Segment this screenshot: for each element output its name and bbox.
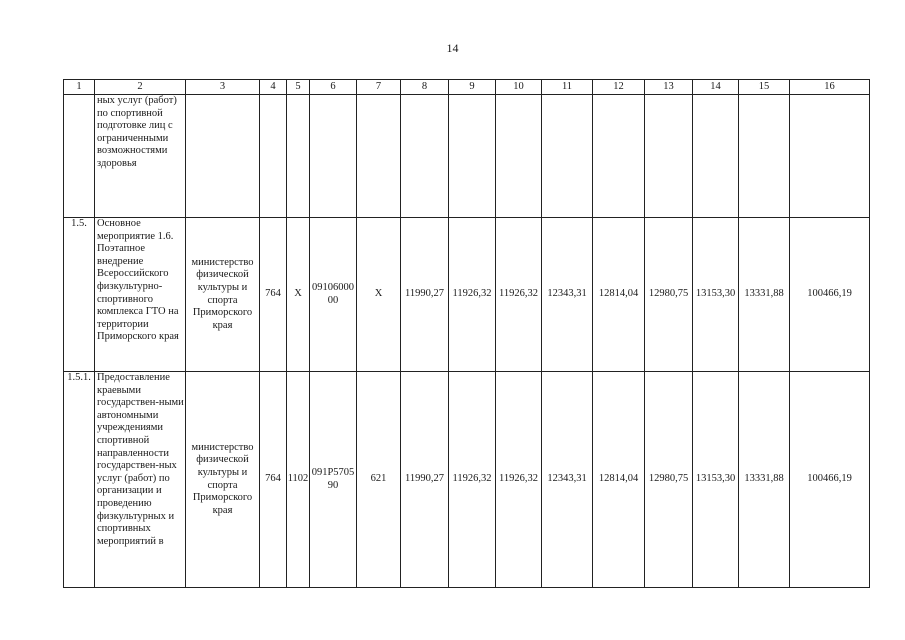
- cell-name: Основное мероприятие 1.6. Поэтапное внедрение Всероссийского физкультурно-спортивного комплекса ГТО на территории Приморского края: [95, 218, 186, 372]
- cell-year-value: [401, 95, 449, 218]
- cell-year-value: 11926,32: [496, 372, 542, 588]
- table-row: [64, 218, 870, 372]
- cell-year-value: 13153,30: [693, 218, 739, 372]
- cell-year-value: 11990,27: [401, 372, 449, 588]
- header-cell: 14: [693, 80, 739, 95]
- cell-number: 1.5.: [64, 218, 95, 372]
- cell-year-value: 13153,30: [693, 372, 739, 588]
- cell-year-value: 12814,04: [593, 372, 645, 588]
- cell-name: ных услуг (работ) по спортивной подготовке лиц с ограниченными возможностями здоровья: [95, 95, 186, 218]
- cell-executor: [186, 95, 260, 218]
- header-cell: 8: [401, 80, 449, 95]
- cell-year-value: 12980,75: [645, 218, 693, 372]
- header-cell: 10: [496, 80, 542, 95]
- cell-number: [64, 95, 95, 218]
- cell-year-value: [593, 95, 645, 218]
- cell-total: [790, 95, 870, 218]
- cell-number: 1.5.1.: [64, 372, 95, 588]
- cell-executor: министерство физической культуры и спорта Приморского края: [186, 372, 260, 588]
- table-header-row: [64, 80, 870, 95]
- header-cell: 13: [645, 80, 693, 95]
- cell-year-value: [739, 95, 790, 218]
- cell-year-value: 11990,27: [401, 218, 449, 372]
- cell-rzpr: [287, 95, 310, 218]
- cell-year-value: [693, 95, 739, 218]
- cell-executor: министерство физической культуры и спорта Приморского края: [186, 218, 260, 372]
- cell-year-value: 11926,32: [496, 218, 542, 372]
- cell-year-value: [449, 95, 496, 218]
- cell-rzpr: Х: [287, 218, 310, 372]
- header-cell: 2: [95, 80, 186, 95]
- cell-csr: [310, 95, 357, 218]
- header-cell: 6: [310, 80, 357, 95]
- cell-grbs: 764: [260, 218, 287, 372]
- cell-year-value: 12814,04: [593, 218, 645, 372]
- header-cell: 7: [357, 80, 401, 95]
- cell-total: 100466,19: [790, 218, 870, 372]
- cell-rzpr: 1102: [287, 372, 310, 588]
- cell-vr: Х: [357, 218, 401, 372]
- cell-vr: 621: [357, 372, 401, 588]
- header-cell: 5: [287, 80, 310, 95]
- cell-grbs: 764: [260, 372, 287, 588]
- header-cell: 12: [593, 80, 645, 95]
- page-number: 14: [446, 41, 459, 55]
- header-cell: 11: [542, 80, 593, 95]
- cell-csr: 091Р570590: [310, 372, 357, 588]
- cell-csr: 0910600000: [310, 218, 357, 372]
- cell-year-value: [542, 95, 593, 218]
- header-cell: 16: [790, 80, 870, 95]
- cell-year-value: 11926,32: [449, 372, 496, 588]
- cell-vr: [357, 95, 401, 218]
- cell-name: Предоставление краевыми государствен-ными автономными учреждениями спортивной направленности государствен-ных услуг (работ) по организации и проведению физкультурных и спортивных мероприятий в: [95, 372, 186, 588]
- header-cell: 1: [64, 80, 95, 95]
- cell-year-value: 12343,31: [542, 372, 593, 588]
- table-row: [64, 95, 870, 218]
- header-cell: 4: [260, 80, 287, 95]
- cell-year-value: [496, 95, 542, 218]
- cell-year-value: 13331,88: [739, 218, 790, 372]
- cell-grbs: [260, 95, 287, 218]
- budget-table: [63, 79, 870, 588]
- cell-total: 100466,19: [790, 372, 870, 588]
- cell-year-value: 12980,75: [645, 372, 693, 588]
- header-cell: 9: [449, 80, 496, 95]
- header-cell: 15: [739, 80, 790, 95]
- cell-year-value: [645, 95, 693, 218]
- cell-year-value: 11926,32: [449, 218, 496, 372]
- table-row: [64, 372, 870, 588]
- cell-year-value: 12343,31: [542, 218, 593, 372]
- cell-year-value: 13331,88: [739, 372, 790, 588]
- header-cell: 3: [186, 80, 260, 95]
